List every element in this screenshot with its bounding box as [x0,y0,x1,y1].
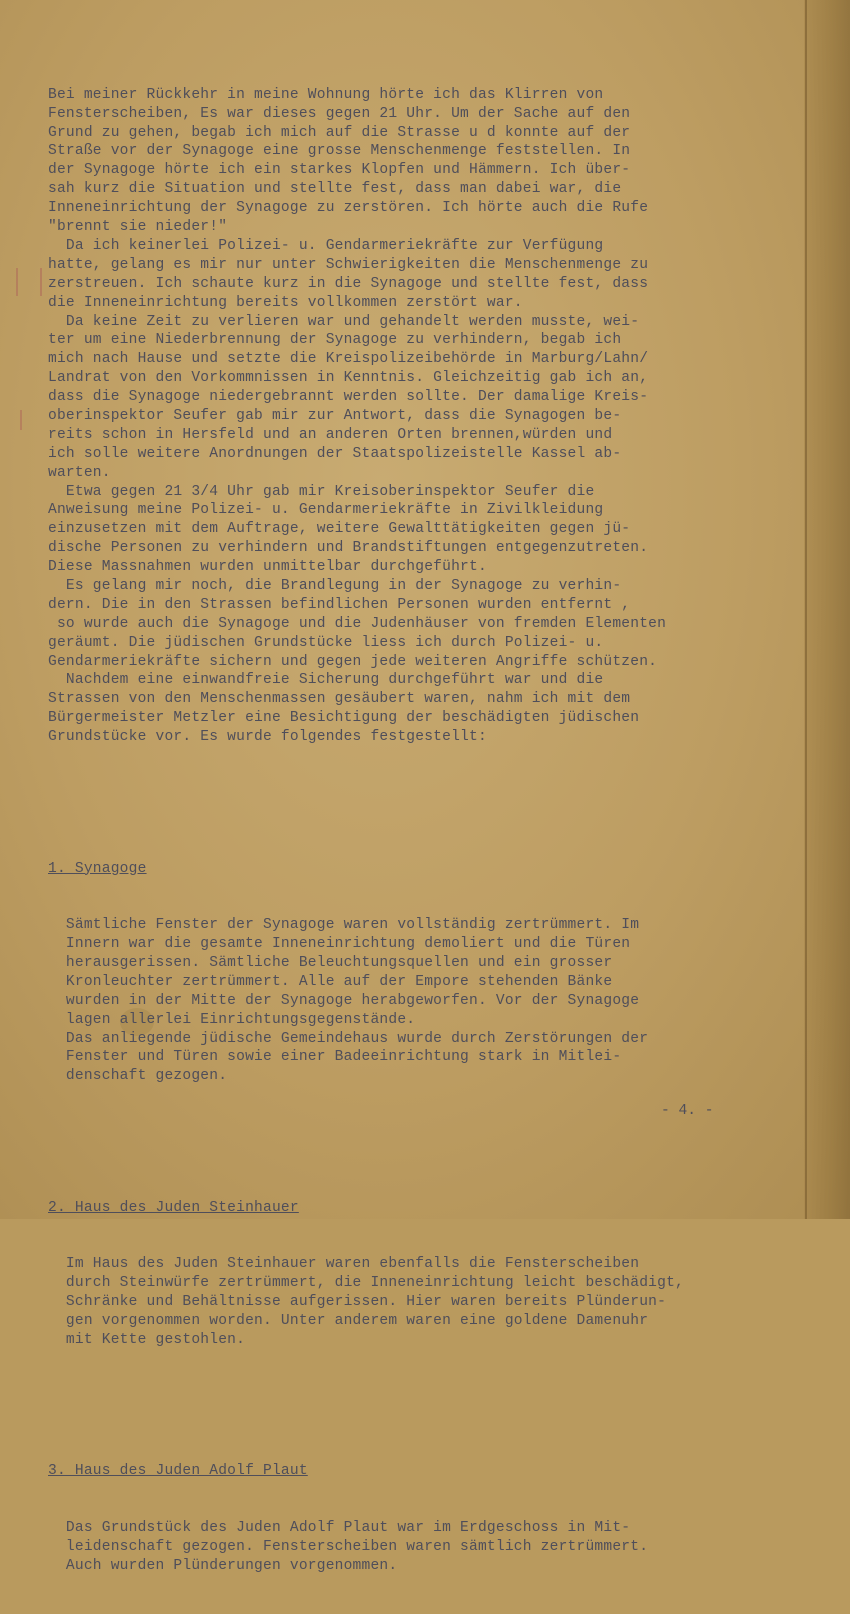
text-line: Fensterscheiben, Es war dieses gegen 21 Uhr. Um der Sache auf den [48,105,631,122]
margin-pencil-mark [16,268,42,296]
text-line: reits schon in Hersfeld und an anderen Orten brennen,würden und [48,426,613,443]
section-heading: 2. Haus des Juden Steinhauer [48,1199,299,1216]
spacer [48,1143,808,1161]
text-line: die Inneneinrichtung bereits vollkommen zerstört war. [48,294,523,311]
text-line: denschaft gezogen. [48,1068,228,1085]
text-line: ter um eine Niederbrennung der Synagoge zu verhindern, begab ich [48,332,622,349]
text-line: Bei meiner Rückkehr in meine Wohnung hörte ich das Klirren von [48,86,604,103]
margin-pencil-mark [20,410,30,430]
text-line: Inneneinrichtung der Synagoge zu zerstören. Ich hörte auch die Rufe [48,200,649,217]
text-line: lagen allerlei Einrichtungsgegenstände. [48,1011,416,1028]
text-line: Anweisung meine Polizei- u. Gendarmeriekräfte in Zivilkleidung [48,502,604,519]
text-line: dische Personen zu verhindern und Brandstiftungen entgegenzutreten. [48,540,649,557]
text-line: so wurde auch die Synagoge und die Judenhäuser von fremden Elementen [48,615,667,632]
text-line: Das Grundstück des Juden Adolf Plaut war im Erdgeschoss in Mit- [48,1520,631,1537]
text-line: der Synagoge hörte ich ein starkes Klopfen und Hämmern. Ich über- [48,162,631,179]
section-heading: 3. Haus des Juden Adolf Plaut [48,1463,308,1480]
text-line: hatte, gelang es mir nur unter Schwierigkeiten die Menschenmenge zu [48,256,649,273]
text-line: Da ich keinerlei Polizei- u. Gendarmeriekräfte zur Verfügung [48,237,604,254]
text-line: Es gelang mir noch, die Brandlegung in der Synagoge zu verhin- [48,577,622,594]
spacer [48,1407,808,1425]
text-line: Fenster und Türen sowie einer Badeeinrichtung stark in Mitlei- [48,1049,622,1066]
text-line: warten. [48,464,111,481]
text-line: Grund zu gehen, begab ich mich auf die Strasse u d konnte auf der [48,124,631,141]
section-body [48,916,808,1086]
spacer [48,804,808,822]
text-line: Diese Massnahmen wurden unmittelbar durchgeführt. [48,559,487,576]
text-line: Im Haus des Juden Steinhauer waren ebenfalls die Fensterscheiben [48,1256,640,1273]
text-line: leidenschaft gezogen. Fensterscheiben waren sämtlich zertrümmert. [48,1539,649,1556]
typewritten-text [48,48,808,1614]
text-line: einzusetzen mit dem Auftrage, weitere Gewalttätigkeiten gegen jü- [48,521,631,538]
text-line: durch Steinwürfe zertrümmert, die Inneneinrichtung leicht beschädigt, [48,1275,684,1292]
text-line: sah kurz die Situation und stellte fest, dass man dabei war, die [48,181,622,198]
text-line: geräumt. Die jüdischen Grundstücke liess ich durch Polizei- u. [48,634,604,651]
text-line: zerstreuen. Ich schaute kurz in die Synagoge und stellte fest, dass [48,275,649,292]
text-line: Schränke und Behältnisse aufgerissen. Hier waren bereits Plünderun- [48,1294,667,1311]
text-line: Sämtliche Fenster der Synagoge waren vollständig zertrümmert. Im [48,917,640,934]
text-line: Bürgermeister Metzler eine Besichtigung der beschädigten jüdischen [48,710,640,727]
text-line: mit Kette gestohlen. [48,1332,246,1349]
page-number: - 4. - [661,1103,714,1119]
text-line: mich nach Hause und setzte die Kreispolizeibehörde in Marburg/Lahn/ [48,351,649,368]
text-line: oberinspektor Seufer gab mir zur Antwort, dass die Synagogen be- [48,407,622,424]
text-line: Nachdem eine einwandfreie Sicherung durchgeführt war und die [48,672,604,689]
text-line: Da keine Zeit zu verlieren war und gehandelt werden musste, wei- [48,313,640,330]
section-body [48,1519,808,1576]
text-line: Das anliegende jüdische Gemeindehaus wurde durch Zerstörungen der [48,1030,649,1047]
text-line: dass die Synagoge niedergebrannt werden sollte. Der damalige Kreis- [48,389,649,406]
text-line: Etwa gegen 21 3/4 Uhr gab mir Kreisoberinspektor Seufer die [48,483,595,500]
text-line: Straße vor der Synagoge eine grosse Menschenmenge feststellen. In [48,143,631,160]
text-line: "brennt sie nieder!" [48,219,228,236]
text-line: Gendarmeriekräfte sichern und gegen jede weiteren Angriffe schützen. [48,653,658,670]
text-line: Auch wurden Plünderungen vorgenommen. [48,1557,398,1574]
text-line: gen vorgenommen worden. Unter anderem waren eine goldene Damenuhr [48,1313,649,1330]
text-line: Strassen von den Menschenmassen gesäubert waren, nahm ich mit dem [48,691,631,708]
text-line: wurden in der Mitte der Synagoge herabgeworfen. Vor der Synagoge [48,992,640,1009]
text-line: Kronleuchter zertrümmert. Alle auf der Empore stehenden Bänke [48,973,613,990]
text-line: Grundstücke vor. Es wurde folgendes festgestellt: [48,729,487,746]
section-heading: 1. Synagoge [48,860,147,877]
intro-paragraphs [48,86,808,747]
text-line: Landrat von den Vorkommnissen in Kenntnis. Gleichzeitig gab ich an, [48,370,649,387]
paper-edge-shadow [804,0,850,1219]
section-body [48,1255,808,1349]
text-line: Innern war die gesamte Inneneinrichtung demoliert und die Türen [48,936,631,953]
text-line: dern. Die in den Strassen befindlichen Personen wurden entfernt , [48,596,631,613]
text-line: herausgerissen. Sämtliche Beleuchtungsquellen und ein grosser [48,955,613,971]
text-line: ich solle weitere Anordnungen der Staatspolizeistelle Kassel ab- [48,445,622,462]
